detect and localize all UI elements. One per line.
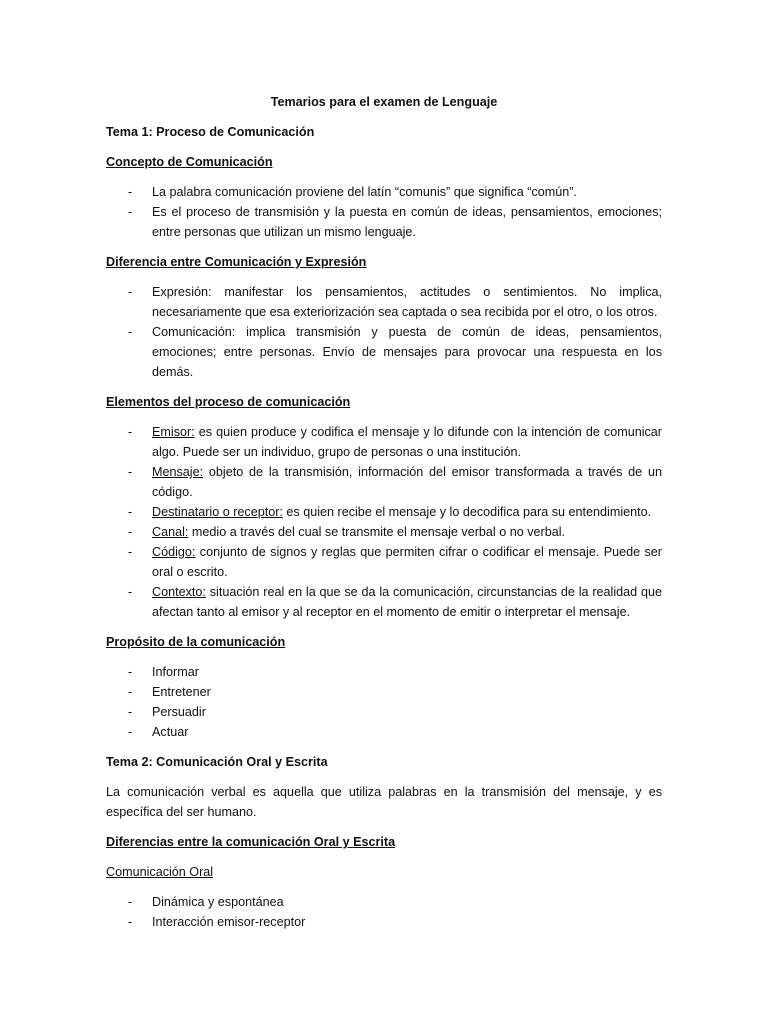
concepto-heading: Concepto de Comunicación [106,155,273,169]
list-item: - Interacción emisor-receptor [106,912,662,932]
term-destinatario: Destinatario o receptor: [152,505,283,519]
comunicacion-oral-list [106,892,662,932]
proposito-heading: Propósito de la comunicación [106,635,286,649]
list-item [106,522,662,542]
term-codigo: Código: [152,545,196,559]
list-item [106,422,662,462]
diferencia-heading: Diferencia entre Comunicación y Expresión [106,255,367,269]
term-description: medio a través del cual se transmite el mensaje verbal o no verbal. [188,525,566,539]
diferencia-list [106,282,662,382]
list-item: - Dinámica y espontánea [106,892,662,912]
term-contexto: Contexto: [152,585,206,599]
comunicacion-oral-subheading: Comunicación Oral [106,865,214,879]
list-item [106,542,662,582]
term-description: objeto de la transmisión, información del emisor transformada a través de un código. [152,465,662,499]
list-item: - Persuadir [106,702,662,722]
list-item [106,582,662,622]
list-item: - Comunicación: implica transmisión y puesta de común de ideas, pensamientos, emociones; entre personas. Envío de mensajes para provocar una respuesta en los demás. [106,322,662,382]
term-description: es quien produce y codifica el mensaje y lo difunde con la intención de comunicar algo. Puede ser un individuo, grupo de personas o una institución. [152,425,662,459]
list-item: - Actuar [106,722,662,742]
proposito-list [106,662,662,742]
list-item [106,502,662,522]
list-item: - Informar [106,662,662,682]
list-item: - Expresión: manifestar los pensamientos, actitudes o sentimientos. No implica, necesariamente que esa exteriorización sea captada o sea recibida por el otro, o los otros. [106,282,662,322]
list-item [106,462,662,502]
elementos-heading: Elementos del proceso de comunicación [106,395,351,409]
tema2-paragraph: La comunicación verbal es aquella que utiliza palabras en la transmisión del mensaje, y es específica del ser humano. [106,785,662,819]
term-description: situación real en la que se da la comunicación, circunstancias de la realidad que afectan tanto al emisor y al receptor en el momento de emitir o interpretar el mensaje. [152,585,662,619]
term-description: es quien recibe el mensaje y lo decodifica para su entendimiento. [282,505,652,519]
list-item: - Entretener [106,682,662,702]
tema2-heading: Tema 2: Comunicación Oral y Escrita [106,755,328,769]
elementos-list [106,422,662,622]
list-item: - Es el proceso de transmisión y la puesta en común de ideas, pensamientos, emociones; entre personas que utilizan un mismo lenguaje. [106,202,662,242]
term-canal: Canal: [152,525,189,539]
term-mensaje: Mensaje: [152,465,204,479]
document-content [106,92,662,942]
term-description: conjunto de signos y reglas que permiten cifrar o codificar el mensaje. Puede ser oral o escrito. [152,545,662,579]
concepto-list [106,182,662,242]
document-title: Temarios para el examen de Lenguaje [270,95,498,109]
tema1-heading: Tema 1: Proceso de Comunicación [106,125,315,139]
list-item: - La palabra comunicación proviene del latín “comunis” que significa “común”. [106,182,662,202]
diferencias-oral-escrita-heading: Diferencias entre la comunicación Oral y Escrita [106,835,396,849]
term-emisor: Emisor: [152,425,195,439]
